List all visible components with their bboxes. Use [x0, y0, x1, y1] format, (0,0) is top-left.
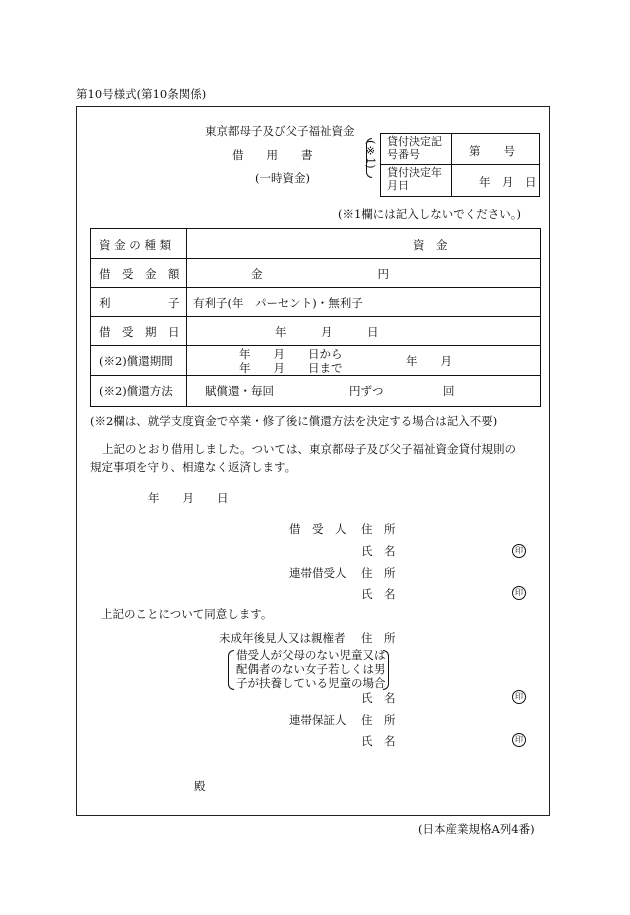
lot-table	[380, 133, 540, 197]
paper-size-note: (日本産業規格A列4番)	[418, 822, 535, 836]
joint-borrower-address-label: 住 所	[361, 566, 396, 580]
row-repay-period-from[interactable]: 年 月 日から	[239, 347, 343, 361]
row-repay-method-a[interactable]: 賦償還・毎回	[205, 384, 274, 398]
guardian-label: 未成年後見人又は親権者	[219, 631, 346, 645]
joint-borrower-label: 連帯借受人	[289, 566, 347, 580]
borrower-address-label: 住 所	[361, 522, 396, 536]
main-table	[90, 228, 541, 407]
row-borrow-date-value[interactable]: 年 月 日	[275, 325, 379, 339]
borrower-seal-icon: 印	[512, 544, 526, 558]
guardian-note-bracket-left	[228, 650, 234, 690]
note1: (※1欄には記入しないでください。)	[338, 207, 522, 221]
row-repay-method-b[interactable]: 円ずつ	[349, 384, 384, 398]
row-repay-method-label: (※2)償還方法	[99, 384, 173, 398]
row-repay-period-months[interactable]: 年 月	[406, 354, 452, 368]
guardian-name-label: 氏 名	[361, 691, 396, 705]
borrower-name-label: 氏 名	[361, 544, 396, 558]
borrower-label: 借 受 人	[289, 522, 347, 536]
joint-borrower-seal-icon: 印	[512, 586, 526, 600]
lot-date-value[interactable]: 年 月 日	[479, 175, 537, 189]
note2: (※2欄は、就学支度資金で卒業・修了後に償還方法を決定する場合は記入不要)	[90, 414, 498, 428]
lot-date-label: 貸付決定年月日	[387, 166, 442, 192]
title-line1: 東京都母子及び父子福祉資金	[205, 124, 355, 138]
row-borrow-date-label: 借 受 期 日	[99, 325, 180, 339]
guardian-note	[236, 648, 386, 690]
lot-number-value[interactable]: 第 号	[469, 144, 515, 158]
body-text	[90, 440, 550, 476]
title-line2: 借 用 書	[232, 148, 313, 162]
guarantor-address-label: 住 所	[361, 713, 396, 727]
guardian-address-label: 住 所	[361, 631, 396, 645]
row-fund-type-value[interactable]: 資 金	[413, 238, 448, 252]
row-amount-value[interactable]: 金 円	[251, 267, 389, 281]
row-repay-period-to[interactable]: 年 月 日まで	[239, 361, 343, 375]
row-repay-method-c[interactable]: 回	[443, 384, 455, 398]
addressee: 殿	[194, 779, 206, 793]
guardian-note-line3: 子が扶養している児童の場合	[236, 676, 386, 690]
row-interest-label: 利 子	[99, 296, 180, 310]
guarantor-seal-icon: 印	[512, 733, 526, 747]
row-fund-type-label: 資 金 の 種 類	[99, 238, 172, 252]
date-line[interactable]: 年 月 日	[148, 491, 229, 505]
lot-number-label: 貸付決定記号番号	[387, 135, 442, 161]
joint-borrower-name-label: 氏 名	[361, 587, 396, 601]
row-repay-period-label: (※2)償還期間	[99, 354, 173, 368]
consent-text: 上記のことについて同意します。	[101, 607, 273, 621]
guarantor-name-label: 氏 名	[361, 734, 396, 748]
note1-marker	[364, 140, 376, 172]
row-amount-label: 借 受 金 額	[99, 267, 180, 281]
guarantor-label: 連帯保証人	[289, 713, 347, 727]
title-line3: (一時資金)	[255, 171, 310, 185]
note1-marker-text: (※1)	[364, 140, 377, 169]
guardian-note-line1: 借受人が父母のない児童又は	[236, 648, 386, 662]
row-interest-value[interactable]: 有利子(年 パーセント)・無利子	[193, 296, 363, 310]
guardian-note-line2: 配偶者のない女子若しくは男	[236, 662, 386, 676]
guardian-seal-icon: 印	[512, 690, 526, 704]
form-number: 第10号様式(第10条関係)	[76, 87, 207, 101]
body-text-line2: 規定事項を守り、相違なく返済します。	[90, 460, 297, 474]
body-text-line1: 上記のとおり借用しました。ついては、東京都母子及び父子福祉資金貸付規則の	[102, 442, 516, 456]
